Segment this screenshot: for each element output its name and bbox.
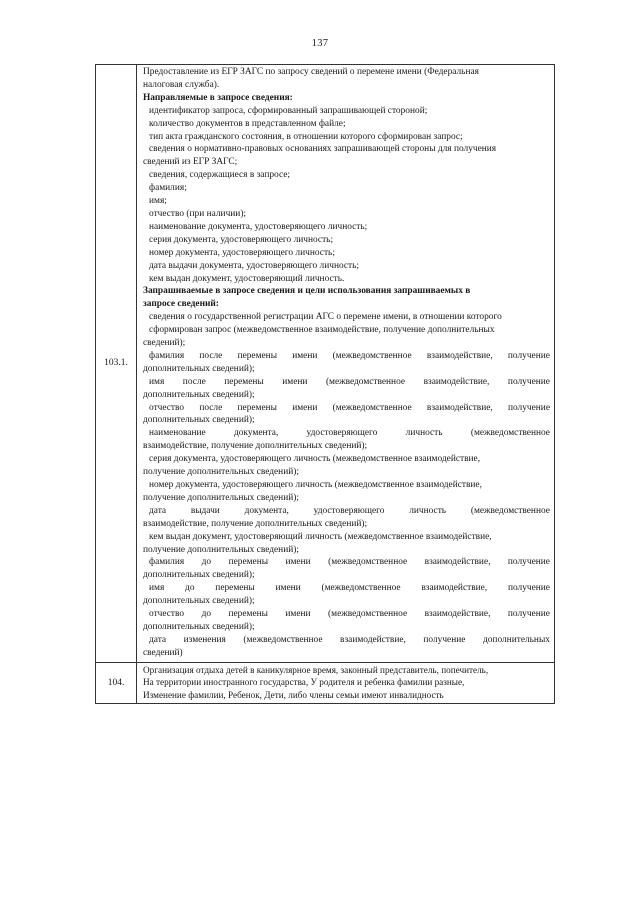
text-line: количество документов в представленном файле; — [149, 118, 346, 129]
text-line: номер документа, удостоверяющего личность (межведомственное взаимодействие, — [149, 480, 482, 490]
text-line: отчество после перемены имени (межведомственное взаимодействие, получение — [149, 402, 550, 413]
text-line: дата выдачи документа, удостоверяющего личность; — [149, 260, 360, 271]
text-line: Направляемые в запросе сведения: — [143, 92, 293, 103]
text-line: дата изменения (межведомственное взаимодействие, получение дополнительных — [149, 634, 550, 645]
page-number: 137 — [311, 38, 329, 49]
text-line: дополнительных сведений); — [143, 389, 255, 400]
text-line: получение дополнительных сведений); — [143, 467, 299, 478]
text-line: номер документа, удостоверяющего личность; — [149, 247, 335, 258]
text-line: сведения о государственной регистрации АГС о перемене имени, в отношении которого — [149, 312, 502, 323]
text-line: Предоставление из ЕГР ЗАГС по запросу сведений о перемене имени (Федеральная — [143, 67, 479, 77]
text-line: сведений из ЕГР ЗАГС; — [143, 157, 238, 168]
text-line: фамилия после перемены имени (межведомственное взаимодействие, получение — [149, 350, 550, 361]
text-line: сведений) — [143, 647, 183, 658]
text-line: имя после перемены имени (межведомственное взаимодействие, получение — [149, 376, 550, 387]
text-line: Организация отдыха детей в каникулярное время, законный представитель, попечитель, — [143, 664, 489, 675]
document-table — [95, 64, 555, 704]
text-line: серия документа, удостоверяющего личность (межведомственное взаимодействие, — [149, 454, 481, 465]
text-line: дополнительных сведений); — [143, 621, 255, 632]
text-line: налоговая служба). — [143, 79, 220, 90]
text-line: Запрашиваемые в запросе сведения и цели использования запрашиваемых в — [143, 286, 471, 297]
text-line: тип акта гражданского состояния, в отношении которого сформирован запрос; — [149, 131, 463, 142]
text-line: взаимодействие, получение дополнительных сведений); — [143, 441, 368, 452]
text-line: сведения, содержащиеся в запросе; — [149, 170, 290, 181]
text-line: идентификатор запроса, сформированный запрашивающей стороной; — [149, 105, 428, 116]
text-line: имя до перемены имени (межведомственное взаимодействие, получение — [149, 583, 550, 594]
text-line: серия документа, удостоверяющего личность; — [149, 234, 334, 245]
text-line: дата выдачи документа, удостоверяющего личность (межведомственное — [149, 505, 550, 516]
text-line: взаимодействие, получение дополнительных сведений); — [143, 518, 368, 529]
text-line: дополнительных сведений); — [143, 596, 255, 607]
table-row-103-1 — [96, 65, 555, 663]
text-line: дополнительных сведений); — [143, 363, 255, 374]
text-line: сведений); — [143, 338, 186, 349]
table-row-104 — [96, 662, 555, 703]
text-line: сформирован запрос (межведомственное взаимодействие, получение дополнительных — [149, 325, 495, 336]
text-line: запросе сведений: — [143, 299, 219, 310]
text-line: отчество до перемены имени (межведомственное взаимодействие, получение — [149, 609, 550, 620]
row-number: 104. — [96, 662, 137, 703]
row-content — [137, 65, 555, 663]
text-line: получение дополнительных сведений); — [143, 492, 299, 503]
text-line: наименование документа, удостоверяющего личность; — [149, 221, 368, 232]
text-line: получение дополнительных сведений); — [143, 544, 299, 555]
text-line: наименование документа, удостоверяющего личность (межведомственное — [149, 428, 550, 439]
text-line: отчество (при наличии); — [149, 208, 247, 219]
row-number: 103.1. — [96, 65, 137, 663]
text-line: кем выдан документ, удостоверяющий личность. — [149, 273, 345, 284]
row-content — [137, 662, 555, 703]
text-line: дополнительных сведений); — [143, 415, 255, 426]
text-line: фамилия до перемены имени (межведомственное взаимодействие, получение — [149, 557, 550, 568]
text-line: дополнительных сведений); — [143, 570, 255, 581]
text-line: фамилия; — [149, 183, 187, 194]
text-line: Изменение фамилии, Ребенок, Дети, либо члены семьи имеют инвалидность — [143, 689, 444, 700]
text-line: имя; — [149, 196, 167, 207]
text-line: сведения о нормативно-правовых основаниях запрашивающей стороны для получения — [149, 144, 497, 155]
text-line: На территории иностранного государства, У родителя и ребенка фамилии разные, — [143, 677, 465, 688]
text-line: кем выдан документ, удостоверяющий личность (межведомственное взаимодействие, — [149, 531, 492, 542]
